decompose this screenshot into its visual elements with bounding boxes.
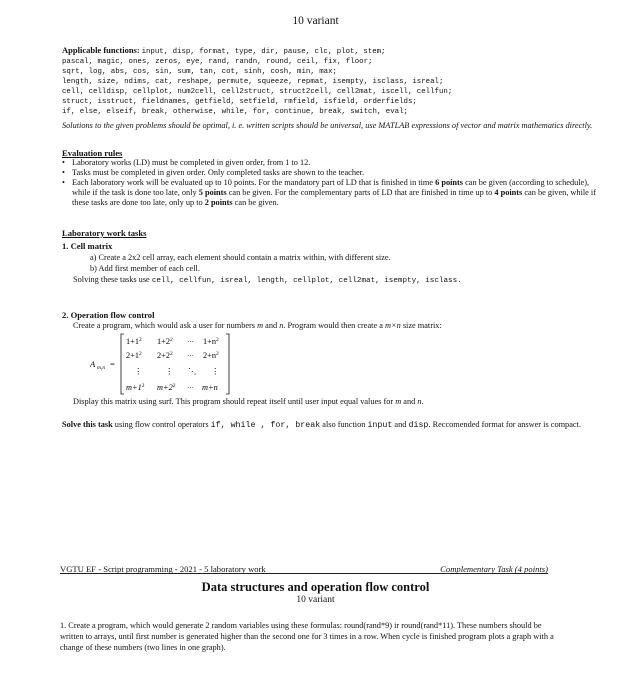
matrix-subscript: m,n [97,365,106,371]
functions-line: struct, isstruct, fieldnames, getfield, setfield, rmfield, isfield, orderfields; [62,98,417,106]
task1-item-b: b) Add first member of each cell. [90,264,200,273]
applicable-functions [62,45,602,117]
section-title: Data structures and operation flow control [201,580,430,594]
matrix-dots: ··· [187,384,194,392]
matrix-dots: ⋮ [134,367,143,376]
evaluation-rules-heading: Evaluation rules [62,148,123,158]
matrix-cell: $m+1^2$ [126,383,145,392]
functions-line: length, size, ndims, cat, reshape, permute, squeeze, repmat, isempty, isclass, isreal; [62,78,444,86]
matrix-cell: $2+2^2$ [157,351,173,360]
matrix-dots: ⋮ [211,367,220,376]
page-header-left: VGTU EF - Script programming - 2021 - 5 laboratory work [60,564,266,574]
complementary-task-text: 1. Create a program, which would generate 2 random variables using these formulas: round(rand*9) ir round(rand*11). These numbers should be written to arrays, until first number is generated higher than the second one for 3 times in a row. When cycle is finished program plots a graph with a change of these numbers (two lines in one graph). [60,621,554,652]
matrix-left-bracket [121,334,124,394]
matrix-label: A [90,359,96,369]
task1-title: 1. Cell matrix [62,241,113,251]
list-item: • Laboratory works (LD) must be completed in given order, from 1 to 12. [62,158,602,168]
functions-line: sqrt, log, abs, cos, sin, sum, tan, cot, sinh, cosh, min, max; [62,68,337,76]
task1-solve-hint: Solving these tasks use cell, cellfun, isreal, length, cellplot, cell2mat, isempty, isclass. [73,275,462,285]
task2-title: 2. Operation flow control [62,310,155,320]
matrix-cell: $1+2^2$ [157,337,173,346]
matrix-dots: ⋱ [188,367,197,376]
functions-line: input, disp, format, type, dir, pause, clc, plot, stem; [141,48,386,56]
matrix-cell: $1+1^2$ [126,337,142,346]
variant-heading: 10 variant [292,15,339,27]
task2-description: Create a program, which would ask a user for numbers m and n. Program would then create a m×n size matrix: [73,321,442,330]
matrix-cell: m+n [202,383,218,392]
matrix-dots: ··· [187,338,194,346]
header-divider [60,573,548,574]
matrix-dots: ··· [187,352,194,360]
task2-solve-hint: Solve this task using flow control operators if, while , for, break also function input and disp. Reccomended format for answer is compact. [62,420,581,430]
solutions-note: Solutions to the given problems should be optimal, i. e. written scripts should be universal, use MATLAB expressions of vector and matrix mathematics directly. [62,121,593,130]
functions-label: Applicable functions: [62,45,140,55]
matrix-formula [90,331,250,397]
list-item: • Each laboratory work will be evaluated up to 10 points. For the mandatory part of LD that is finished in time 6 points can be given (according to schedule), while if the task is done too late, only 5 points can be given. For the complementary parts of LD that are finished in time up to 4 points can be given, while if these tasks are done too late, only up to 2 points can be given. [62,178,602,208]
matrix-cell: $m+2^2$ [157,383,176,392]
matrix-right-bracket [226,334,229,394]
task1-item-a: a) Create a 2x2 cell array, each element should contain a matrix within, with different size. [90,253,391,262]
matrix-equals: = [110,359,115,369]
task2-display-text: Display this matrix using surf. This program should repeat itself until user input equal values for m and n. [73,397,424,406]
functions-line: if, else, elseif, break, otherwise, while, for, continue, break, switch, eval; [62,108,408,116]
matrix-cell: $2+n^2$ [203,351,219,360]
section-variant: 10 variant [296,595,335,605]
matrix-dots: ⋮ [165,367,174,376]
functions-line: cell, celldisp, cellplot, num2cell, cell2struct, struct2cell, cell2mat, iscell, cellfun; [62,88,453,96]
lab-tasks-heading: Laboratory work tasks [62,228,147,238]
functions-line: pascal, magic, ones, zeros, eye, rand, randn, round, ceil, fix, floor; [62,58,373,66]
list-item: • Tasks must be completed in given order. Only completed tasks are shown to the teacher. [62,168,602,178]
matrix-cell: $1+n^2$ [203,337,219,346]
matrix-cell: $2+1^2$ [126,351,142,360]
page-header-right: Complementary Task (4 points) [440,564,548,574]
evaluation-rules-list [62,158,602,208]
